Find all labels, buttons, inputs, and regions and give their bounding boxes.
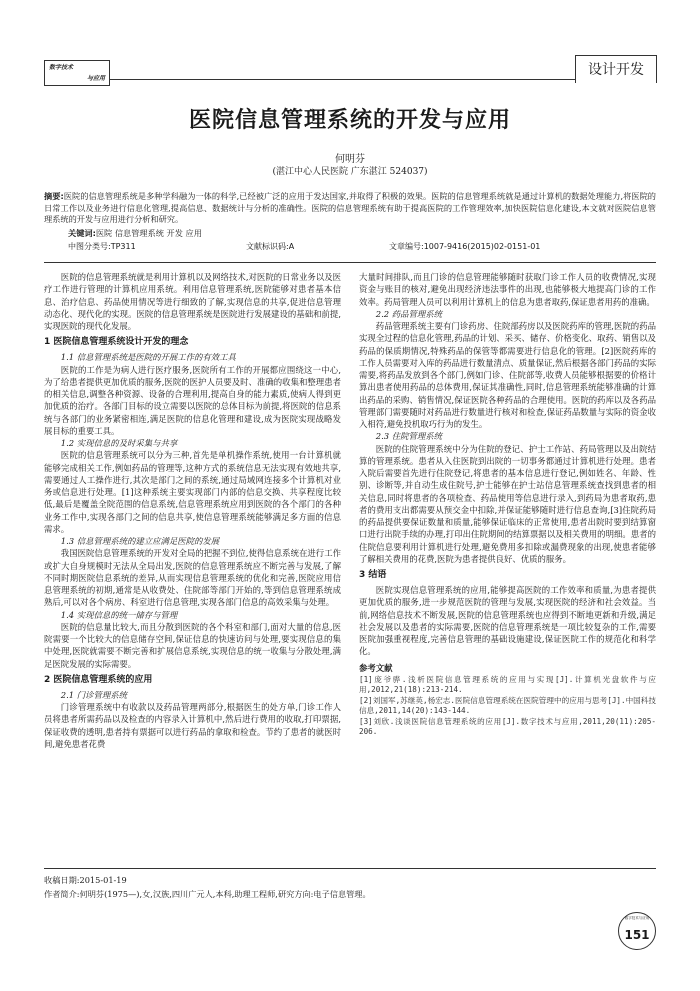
section-2-3-text: 医院的住院管理系统中分为住院的登记、护士工作站、药局管理以及出院结算的管理系统。患者从入住医院到出院的一切事务都通过计算机进行处理。患者入院后需要首先进行住院登记,将患者的基本信息进行登记,例如姓名、年龄、性别、诊断等,并自动生成住院号,护士能够在护士站信息管理系统查找到患者的相关信息,同时将患者的各项检查、药品使用等信息进行录入,到药局为患者取药,患者的费用支出都需要从预交金中扣除,并保证能够随时进行信息查询,[3]住院药局的药品提供要保证数量和质量,能够保证临床的正常使用,患者出院时要到结算窗口进行出院手续的办理,打印出住院期间的结算票据以及相关费用的明细。患者的住院信息要利用计算机进行处理,避免费用多扣除或漏费现象的出现,使患者能够了解相关费用的花费,医院为患者提供良好、优质的服务。 [359,443,656,564]
journal-logo [44,60,110,86]
author-bio: 作者简介:何明芬(1975—),女,汉族,四川广元人,本科,助理工程师,研究方向:电子信息管理。 [44,889,371,899]
article-affiliation: (湛江中心人民医院 广东湛江 524037) [272,167,428,177]
abstract-text: 医院的信息管理系统是多种学科融为一体的科学,已经被广泛的应用于发达国家,并取得了积极的效果。医院的信息管理系统就是通过计算机的数据处理能力,将医院的日常工作以及业务进行信息化管理,提高信息、数据统计与分析的准确性。医院的信息管理系统有助于提高医院的工作管理效率,加快医院信息化建设,本文就对医院信息管理系统的开发与应用进行分析和研究。 [44,191,656,225]
references-heading: 参考文献 [359,662,393,673]
keywords-text: 医院 信息管理系统 开发 应用 [95,228,202,238]
section-2-heading: 2 医院信息管理系统的应用 [44,674,153,685]
page-number: 151 [624,928,650,942]
keywords [68,228,658,239]
header-rule [110,79,575,80]
article-author: 何明芬 [335,154,365,165]
right-column [359,271,656,738]
section-2-3-heading: 2.3 住院管理系统 [375,431,443,442]
classification-row [68,241,658,253]
body-rule [44,262,656,263]
section-1-1-text: 医院的工作是为病人进行医疗服务,医院所有工作的开展都应围绕这一中心,为了给患者提供更加优质的服务,医院的医护人员要及时、准确的收集和整理患者的相关信息,调整各种资源、设备的合理利用,提高自身的能力素质,使病人得到更加优质的治疗。各部门目标的设立需要以医院的总体目标为前提,将医院的信息系统与各部门的业务紧密相连,满足医院的信息化管理和建设,成为医院实现战略发展目标的重要工具。 [44,364,341,436]
footer-rule [44,868,656,869]
section-1-3-text: 我国医院信息管理系统的开发对全局的把握不到位,使得信息系统在进行工作或扩大自身规模时无法从全局出发,医院的信息管理系统应不断完善与发展,了解不同时期医院信息系统的差异,从而实现信息管理系统的优化和完善,医院应用信息管理系统的初期,通常是从收费处、住院部等部门开始的,等到信息管理系统成熟后,可以对各个病房、科室进行信息管理,实现各部门信息的高效采集与处理。 [44,548,341,608]
received-date: 收稿日期:2015-01-19 [44,875,127,885]
section-3-text: 医院实现信息管理系统的应用,能够提高医院的工作效率和质量,为患者提供更加优质的服务,进一步规范医院的管理与发展,实现医院的经济和社会效益。当前,网络信息技术不断发展,医院的信息管理系统也应得到不断地更新和升级,满足社会发展以及患者的实际需要,医院的信息管理系统是一项比较复杂的工作,需要医院加强重视程度,完善信息管理的基础设施建设,保证医院工作的规范化和科学化。 [359,585,656,657]
left-column [44,271,341,750]
reference-item: [3]刘欣.浅谈医院信息管理系统的应用[J].数字技术与应用,2011,20(11):205-206. [359,716,656,737]
section-1-2-text: 医院的信息管理系统可以分为三种,首先是单机操作系统,使用一台计算机就能够完成相关工作,例如药品的管理等,这种方式的系统信息无法实现有效地共享,需要通过人工操作进行,其次是部门之间的系统,通过局域网连接多个计算机对业务或信息进行处理。[1]这种系统主要实现部门内部的信息交换、共享程度比较低,最后是覆盖全院范围的信息系统,信息管理系统应用到医院的各个部门的各种业务工作中,实现各部门之间的信息共享,使信息管理系统能够满足多方面的信息需求。 [44,450,341,534]
section-1-4-text: 医院的信息量比较大,而且分散到医院的各个科室和部门,面对大量的信息,医院需要一个比较大的信息储存空间,保证信息的快速访问与处理,要实现信息的集中处理,医院就需要不断完善和扩展信息系统,实现信息的统一收集与分散处理,满足医院发展的实际需要。 [44,621,341,669]
abstract [44,191,656,226]
journal-logo-line2: 与应用 [86,75,105,82]
section-2-1-text: 门诊管理系统中有收款以及药品管理两部分,根据医生的处方单,门诊工作人员将患者所需药品以及检查的内容录入计算机中,然后进行费用的收取,打印票据,保证收费的透明,患者持有票据可以进行药品的拿取和检查。节约了患者的就医时间,避免患者花费 [44,702,341,749]
section-1-heading: 1 医院信息管理系统设计开发的理念 [44,337,189,348]
section-2-1-continued: 大量时间排队,而且门诊的信息管理能够随时获取门诊工作人员的收费情况,实现资金与账目的核对,避免出现经济违法事件的出现,也能够极大地提高门诊的工作效率。药局管理人员可以利用计算机上的信息为患者取药,保证患者用药的准确。 [359,272,656,307]
section-3-heading: 3 结语 [359,570,387,580]
keywords-label: 关键词: [68,228,96,238]
abstract-label: 摘要: [44,191,64,201]
clc-number: 中图分类号:TP311 [68,242,136,251]
section-1-1-heading: 1.1 信息管理系统是医院的开展工作的有效工具 [60,352,236,363]
intro-paragraph: 医院的信息管理系统就是利用计算机以及网络技术,对医院的日常业务以及医疗工作进行管理的计算机应用系统。利用信息管理系统,医院能够对患者基本信息、治疗信息、药品使用情况等进行细致的了解,实现信息的共享,促进信息管理动态化、现代化的实现。医院的信息管理系统是医院进行发展建设的基础和前提,实现医院的现代化发展。 [44,272,341,331]
section-2-2-heading: 2.2 药品管理系统 [375,308,443,319]
journal-logo-line1: 数字技术 [49,64,74,71]
reference-item: [2]刘国军,苏继英,杨宏志.医院信息管理系统在医院管理中的应用与思考[J].中国科技信息,2011,14(20):143-144. [359,695,656,716]
reference-item: [1]庞爷骅.浅析医院信息管理系统的应用与实现[J].计算机光盘软件与应用,2012,21(18):213-214. [359,674,656,695]
article-number: 文章编号:1007-9416(2015)02-0151-01 [389,242,541,251]
article-title: 医院信息管理系统的开发与应用 [188,107,511,133]
section-2-1-heading: 2.1 门诊管理系统 [60,689,128,700]
section-1-3-heading: 1.3 信息管理系统的建立应满足医院的发展 [60,536,220,546]
section-1-2-heading: 1.2 实现信息的及时采集与共享 [60,438,178,448]
section-2-2-text: 药品管理系统主要有门诊药房、住院部药房以及医院药库的管理,医院的药品实现全过程的信息化管理,药品的计划、采买、储存、价格变化、取药、销售以及药品的保质期情况,特殊药品的保管等都需要进行信息化的管理。[2]医院药库的工作人员需要对入库的药品进行数量清点、质量保证,然后根据各部门药品的实际需要,将药品发放到各个部门,例如门诊、住院部等,收费人员能够根据要的价格计算出患者使用药品的总体费用,保证其准确性,同时,信息管理系统能够准确的计算出药品的采购、销售情况,保证医院各种药品的合理使用。医院的药库以及各药品管理部门需要随时对药品进行数量进行核对和检查,保证药品数量与实际的资金收入相符,避免投机取巧行为的发生。 [359,321,656,429]
document-code: 文献标识码:A [246,242,295,251]
page-badge-text: 数字技术与应用 [624,916,650,920]
section-tab: 设计开发 [575,55,657,83]
page-number-badge [618,912,656,950]
section-1-4-heading: 1.4 实现信息的统一储存与管理 [60,609,178,620]
